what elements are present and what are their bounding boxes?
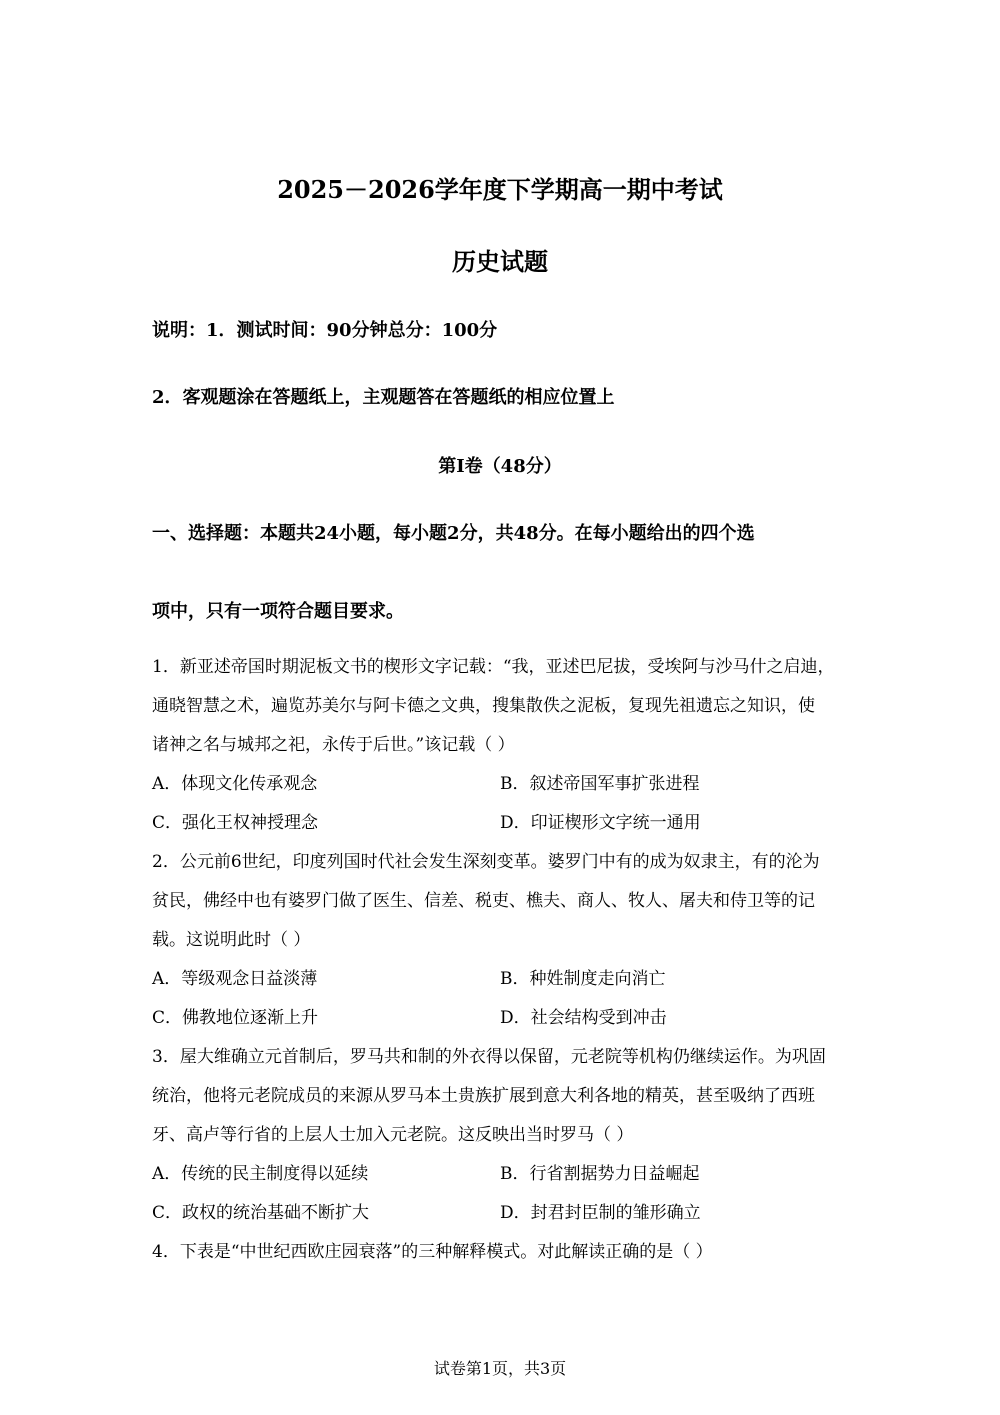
section-instructions-line-1: 一、选择题：本题共24小题，每小题2分，共48分。在每小题给出的四个选 [152,523,755,544]
question-stem-line: 诸神之名与城邦之祀，永传于后世。”该记载（ ） [152,735,515,755]
question-stem-line: 通晓智慧之术，遍览苏美尔与阿卡德之文典，搜集散佚之泥板，复现先祖遗忘之知识，使 [152,696,815,716]
option-b: B．种姓制度走向消亡 [500,969,666,989]
subject-title: 历史试题 [452,247,548,276]
page-footer: 试卷第1页，共3页 [433,1359,567,1378]
note-line-2: 2．客观题涂在答题纸上，主观题答在答题纸的相应位置上 [152,387,615,408]
question-stem-line: 牙、高卢等行省的上层人士加入元老院。这反映出当时罗马（ ） [152,1125,634,1145]
option-a: A．等级观念日益淡薄 [152,969,318,989]
question-stem-line: 3．屋大维确立元首制后，罗马共和制的外衣得以保留，元老院等机构仍继续运作。为巩固 [152,1047,826,1067]
option-d: D．印证楔形文字统一通用 [500,813,701,833]
option-b: B．叙述帝国军事扩张进程 [500,774,700,794]
option-c: C．强化王权神授理念 [152,813,319,833]
question-stem-line: 2．公元前6世纪，印度列国时代社会发生深刻变革。婆罗门中有的成为奴隶主，有的沦为 [152,852,820,872]
question-stem-line: 1．新亚述帝国时期泥板文书的楔形文字记载：“我，亚述巴尼拔，受埃阿与沙马什之启迪， [152,657,835,677]
question-stem-line: 贫民，佛经中也有婆罗门做了医生、信差、税吏、樵夫、商人、牧人、屠夫和侍卫等的记 [152,891,815,911]
option-d: D．封君封臣制的雏形确立 [500,1203,701,1223]
option-c: C．佛教地位逐渐上升 [152,1008,319,1028]
option-b: B．行省割据势力日益崛起 [500,1164,700,1184]
option-a: A．体现文化传承观念 [152,774,318,794]
option-c: C．政权的统治基础不断扩大 [152,1203,370,1223]
note-line-1: 说明：1．测试时间：90分钟总分：100分 [152,320,498,341]
question-stem-line: 4．下表是“中世纪西欧庄园衰落”的三种解释模式。对此解读正确的是（ ） [152,1242,713,1262]
question-stem-line: 载。这说明此时（ ） [152,930,311,950]
option-a: A．传统的民主制度得以延续 [152,1164,369,1184]
volume-heading: 第Ⅰ卷（48分） [438,456,562,477]
exam-title: 2025－2026学年度下学期高一期中考试 [277,175,723,204]
question-stem-line: 统治，他将元老院成员的来源从罗马本土贵族扩展到意大利各地的精英，甚至吸纳了西班 [152,1086,815,1106]
option-d: D．社会结构受到冲击 [500,1008,667,1028]
section-instructions-line-2: 项中，只有一项符合题目要求。 [152,601,404,622]
